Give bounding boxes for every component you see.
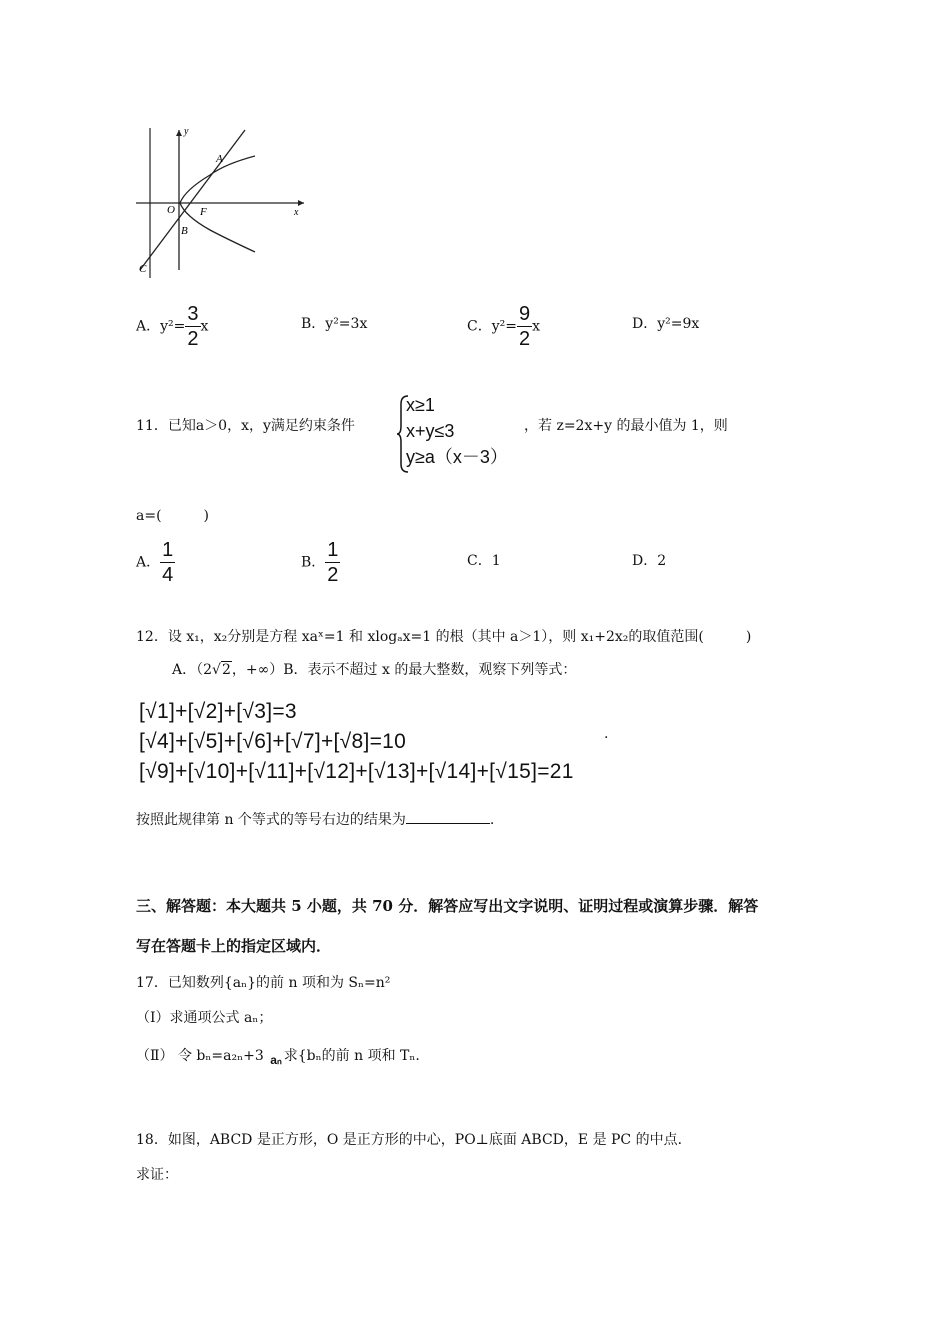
parabola-diagram — [130, 120, 310, 280]
svg-text:F: F — [200, 206, 207, 218]
svg-text:A: A — [216, 153, 223, 165]
q11-option-a: A． $\frac{1}{4}$ — [136, 539, 174, 586]
q17-part1: （Ⅰ）求通项公式 aₙ； — [136, 1010, 273, 1026]
q11-tail: a=( ) — [136, 508, 210, 524]
fraction: $\frac{9}{2}$ — [518, 303, 531, 350]
fraction: $\frac{1}{4}$ — [162, 539, 174, 586]
constraint-system — [406, 392, 508, 470]
q17-part2: （Ⅱ） 令 bₙ=a₂ₙ+3 aₙ 求{bₙ的前 n 项和 Tₙ. — [136, 1048, 420, 1067]
q12-ask: 按照此规律第 n 个等式的等号右边的结果为 . — [136, 812, 495, 828]
q11-stem-cont: ，若 z=2x+y 的最小值为 1，则 — [524, 418, 728, 434]
svg-text:x: x — [294, 207, 299, 218]
fraction: $\frac{3}{2}$ — [187, 303, 199, 350]
q11-option-b: B． $\frac{1}{2}$ — [301, 539, 339, 586]
answer-blank — [406, 811, 490, 824]
section-3-heading-cont: 写在答题卡上的指定区域内． — [136, 937, 332, 955]
svg-text:y: y — [184, 126, 189, 137]
svg-text:C: C — [139, 263, 147, 275]
q10-option-d: D．y²=9x — [632, 316, 700, 332]
equation-2: [√4]+[√5]+[√6]+[√7]+[√8]=10 — [139, 730, 407, 753]
sqrt-symbol: √ — [212, 662, 221, 678]
constraint-2: x+y≤3 — [406, 421, 455, 441]
q18-prove: 求证： — [136, 1167, 178, 1183]
fraction: $\frac{1}{2}$ — [327, 539, 339, 586]
q10-option-b: B．y²=3x — [301, 316, 368, 332]
svg-text:O: O — [167, 204, 175, 216]
q10-option-c: C．y²= $\frac{9}{2}$ x — [467, 303, 540, 350]
q12-stem: 12．设 x₁，x₂分别是方程 xaˣ=1 和 xlogₐx=1 的根（其中 a＞1），则 x₁+2x₂的取值范围( ) — [136, 629, 752, 645]
q17-stem: 17．已知数列{aₙ}的前 n 项和为 Sₙ=n² — [136, 975, 391, 991]
q12-line2: A．（2√2，+∞）B．表示不超过 x 的最大整数，观察下列等式： — [172, 662, 577, 678]
q11-stem: 11．已知a＞0，x，y满足约束条件 — [136, 418, 355, 434]
q18-stem: 18．如图，ABCD 是正方形，O 是正方形的中心，PO⊥底面 ABCD，E 是 PC 的中点． — [136, 1132, 692, 1148]
q10-option-a: A．y²= $\frac{3}{2}$ x — [136, 303, 209, 350]
equation-1: [√1]+[√2]+[√3]=3 — [139, 700, 297, 723]
embedded-formula-image: aₙ — [270, 1053, 282, 1067]
section-3-heading: 三、解答题：本大题共 5 小题，共 70 分．解答应写出文字说明、证明过程或演算步骤．解答 — [136, 897, 759, 915]
constraint-1: x≥1 — [406, 395, 435, 415]
svg-text:B: B — [181, 225, 188, 237]
parabola-figure — [130, 120, 310, 280]
equation-3: [√9]+[√10]+[√11]+[√12]+[√13]+[√14]+[√15]=21 — [139, 760, 574, 783]
constraint-3: y≥a（x－3） — [406, 447, 508, 467]
stray-dot: . — [604, 726, 609, 742]
q11-option-c: C．1 — [467, 553, 501, 569]
q11-option-d: D．2 — [632, 553, 667, 569]
